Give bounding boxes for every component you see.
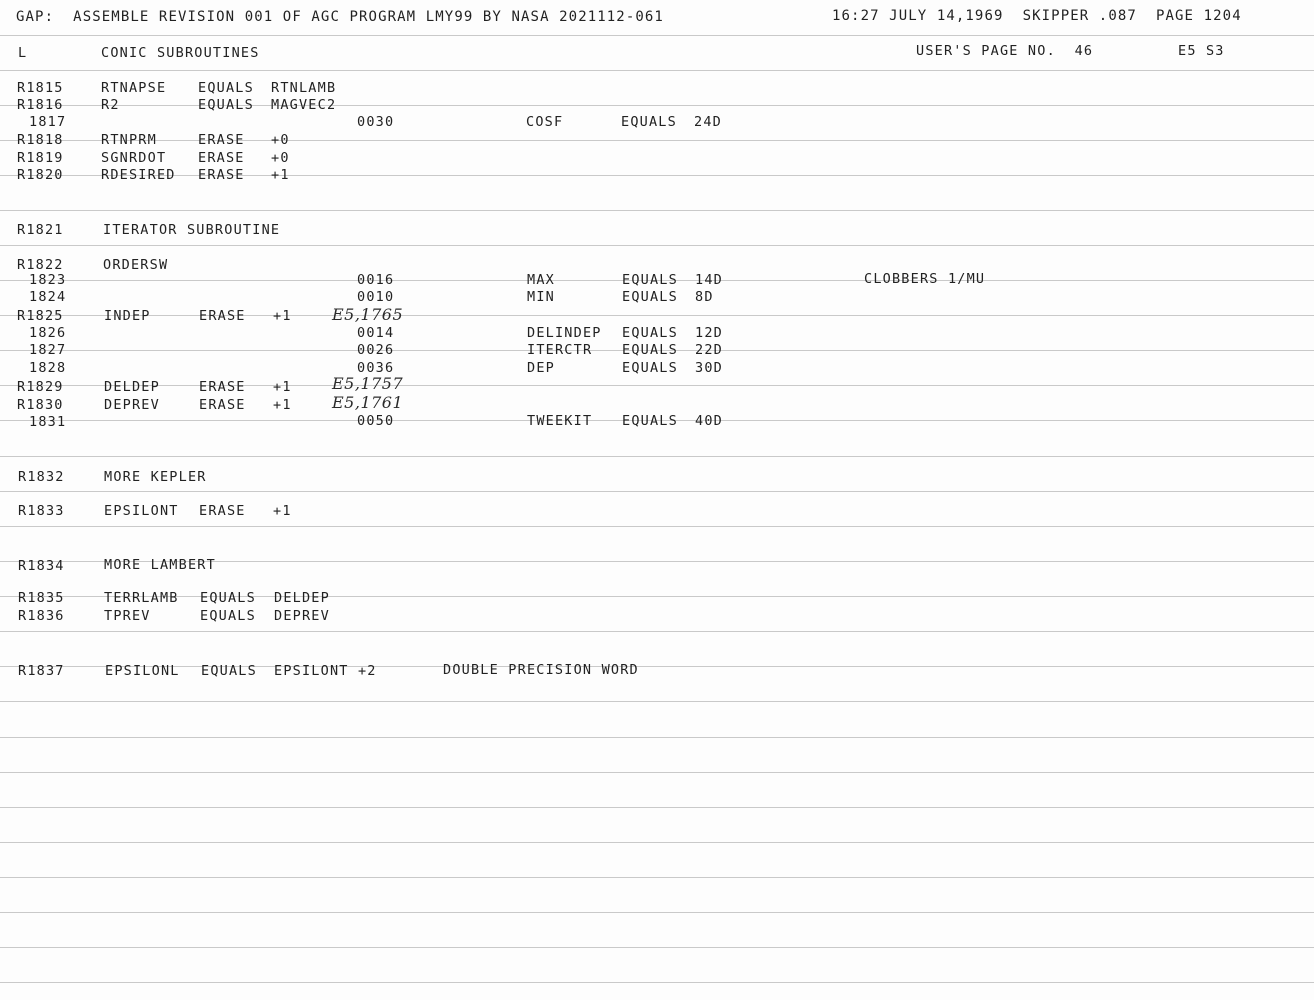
section-title: CONIC SUBROUTINES — [101, 45, 260, 61]
symbol-value: 30D — [695, 360, 723, 376]
listing-line — [0, 413, 1314, 431]
listing-line — [0, 503, 1314, 521]
line-op: EQUALS — [200, 608, 256, 624]
line-address: 0016 — [357, 272, 395, 288]
line-seq: 1824 — [29, 289, 67, 305]
listing-line — [0, 608, 1314, 626]
listing-line — [0, 374, 1314, 396]
line-op: ERASE — [198, 167, 245, 183]
line-seq: R1821 — [17, 222, 64, 238]
line-seq: R1825 — [17, 308, 64, 324]
listing-line — [0, 114, 1314, 132]
line-operand: RTNLAMB — [271, 80, 337, 96]
line-address: 0026 — [357, 342, 395, 358]
line-label: RTNPRM — [101, 132, 157, 148]
line-seq: R1833 — [18, 503, 65, 519]
line-label: ORDERSW — [103, 257, 169, 273]
handwritten-note: E5,1761 — [332, 393, 404, 412]
line-operand: +1 — [271, 167, 290, 183]
symbol-name: MAX — [527, 272, 555, 288]
line-label: RTNAPSE — [101, 80, 167, 96]
symbol-value: 8D — [695, 289, 714, 305]
line-comment: CLOBBERS 1/MU — [864, 271, 986, 287]
line-operand: +1 — [273, 308, 292, 324]
listing-line — [0, 393, 1314, 414]
line-op: ERASE — [198, 150, 245, 166]
line-seq: R1819 — [17, 150, 64, 166]
line-op: EQUALS — [198, 97, 254, 113]
line-seq: 1828 — [29, 360, 67, 376]
line-operand: MAGVEC2 — [271, 97, 337, 113]
line-op: EQUALS — [201, 663, 257, 679]
listing-line — [0, 222, 1314, 240]
listing-line — [0, 305, 1314, 326]
symbol-op: EQUALS — [622, 289, 678, 305]
line-seq: R1816 — [17, 97, 64, 113]
symbol-name: ITERCTR — [527, 342, 593, 358]
users-page-number: USER'S PAGE NO. 46 — [916, 43, 1094, 59]
line-operand: DELDEP — [274, 590, 330, 606]
line-address: 0030 — [357, 114, 395, 130]
listing-line — [0, 557, 1314, 575]
symbol-name: DEP — [527, 360, 555, 376]
listing-line — [0, 360, 1314, 378]
symbol-value: 22D — [695, 342, 723, 358]
line-op: ERASE — [199, 308, 246, 324]
line-address: 0014 — [357, 325, 395, 341]
line-seq: R1836 — [18, 608, 65, 624]
listing-line — [0, 150, 1314, 168]
symbol-value: 40D — [695, 413, 723, 429]
line-label: R2 — [101, 97, 120, 113]
handwritten-note: E5,1765 — [332, 305, 404, 324]
line-operand: +1 — [273, 379, 292, 395]
line-label: RDESIRED — [101, 167, 176, 183]
line-seq: R1820 — [17, 167, 64, 183]
section-heading: MORE KEPLER — [104, 469, 207, 485]
symbol-op: EQUALS — [622, 413, 678, 429]
line-seq: 1826 — [29, 325, 67, 341]
line-op: ERASE — [199, 379, 246, 395]
line-seq: R1818 — [17, 132, 64, 148]
line-label: TPREV — [104, 608, 151, 624]
line-seq: R1832 — [18, 469, 65, 485]
section-heading: ITERATOR SUBROUTINE — [103, 222, 281, 238]
symbol-op: EQUALS — [622, 272, 678, 288]
line-op: ERASE — [198, 132, 245, 148]
listing-line — [0, 167, 1314, 185]
line-seq: 1827 — [29, 342, 67, 358]
line-remark: DOUBLE PRECISION WORD — [443, 662, 639, 678]
symbol-op: EQUALS — [622, 360, 678, 376]
line-seq: 1817 — [29, 114, 67, 130]
symbol-name: TWEEKIT — [527, 413, 593, 429]
line-op: EQUALS — [198, 80, 254, 96]
line-label: INDEP — [104, 308, 151, 324]
symbol-name: COSF — [526, 114, 564, 130]
symbol-op: EQUALS — [622, 342, 678, 358]
listing-line — [0, 97, 1314, 115]
line-label: DEPREV — [104, 397, 160, 413]
line-operand: DEPREV — [274, 608, 330, 624]
symbol-value: 24D — [694, 114, 722, 130]
header-left: GAP: ASSEMBLE REVISION 001 OF AGC PROGRAM LMY99 BY NASA 2021112-061 — [16, 9, 664, 25]
line-seq: 1831 — [29, 414, 67, 430]
line-operand: +0 — [271, 132, 290, 148]
listing-line — [0, 469, 1314, 487]
line-address: 0036 — [357, 360, 395, 376]
line-operand: +1 — [273, 397, 292, 413]
line-label: EPSILONT — [104, 503, 179, 519]
symbol-op: EQUALS — [622, 325, 678, 341]
line-seq: R1822 — [17, 257, 64, 273]
line-seq: R1815 — [17, 80, 64, 96]
line-operand: +1 — [273, 503, 292, 519]
listing-line — [0, 80, 1314, 98]
line-label: EPSILONL — [105, 663, 180, 679]
listing-line — [0, 289, 1314, 307]
subheader-mark: L — [18, 45, 28, 61]
line-seq: R1829 — [17, 379, 64, 395]
line-address: 0010 — [357, 289, 395, 305]
line-operand: EPSILONT +2 — [274, 663, 377, 679]
line-seq: R1834 — [18, 558, 65, 574]
listing-line — [0, 342, 1314, 360]
listing-line — [0, 662, 1314, 680]
revision-code: E5 S3 — [1178, 43, 1225, 59]
listing-line — [0, 272, 1314, 290]
listing-line — [0, 590, 1314, 608]
symbol-value: 14D — [695, 272, 723, 288]
line-seq: R1835 — [18, 590, 65, 606]
symbol-name: MIN — [527, 289, 555, 305]
line-op: ERASE — [199, 503, 246, 519]
section-heading: MORE LAMBERT — [104, 557, 216, 573]
line-seq: R1830 — [17, 397, 64, 413]
line-op: ERASE — [199, 397, 246, 413]
listing-line — [0, 325, 1314, 343]
symbol-value: 12D — [695, 325, 723, 341]
line-op: EQUALS — [200, 590, 256, 606]
symbol-op: EQUALS — [621, 114, 677, 130]
listing-line — [0, 132, 1314, 150]
handwritten-note: E5,1757 — [332, 374, 404, 393]
header-right: 16:27 JULY 14,1969 SKIPPER .087 PAGE 1204 — [832, 8, 1242, 24]
symbol-name: DELINDEP — [527, 325, 602, 341]
line-label: TERRLAMB — [104, 590, 179, 606]
line-address: 0050 — [357, 413, 395, 429]
line-seq: R1837 — [18, 663, 65, 679]
line-label: SGNRDOT — [101, 150, 167, 166]
line-operand: +0 — [271, 150, 290, 166]
line-label: DELDEP — [104, 379, 160, 395]
line-seq: 1823 — [29, 272, 67, 288]
